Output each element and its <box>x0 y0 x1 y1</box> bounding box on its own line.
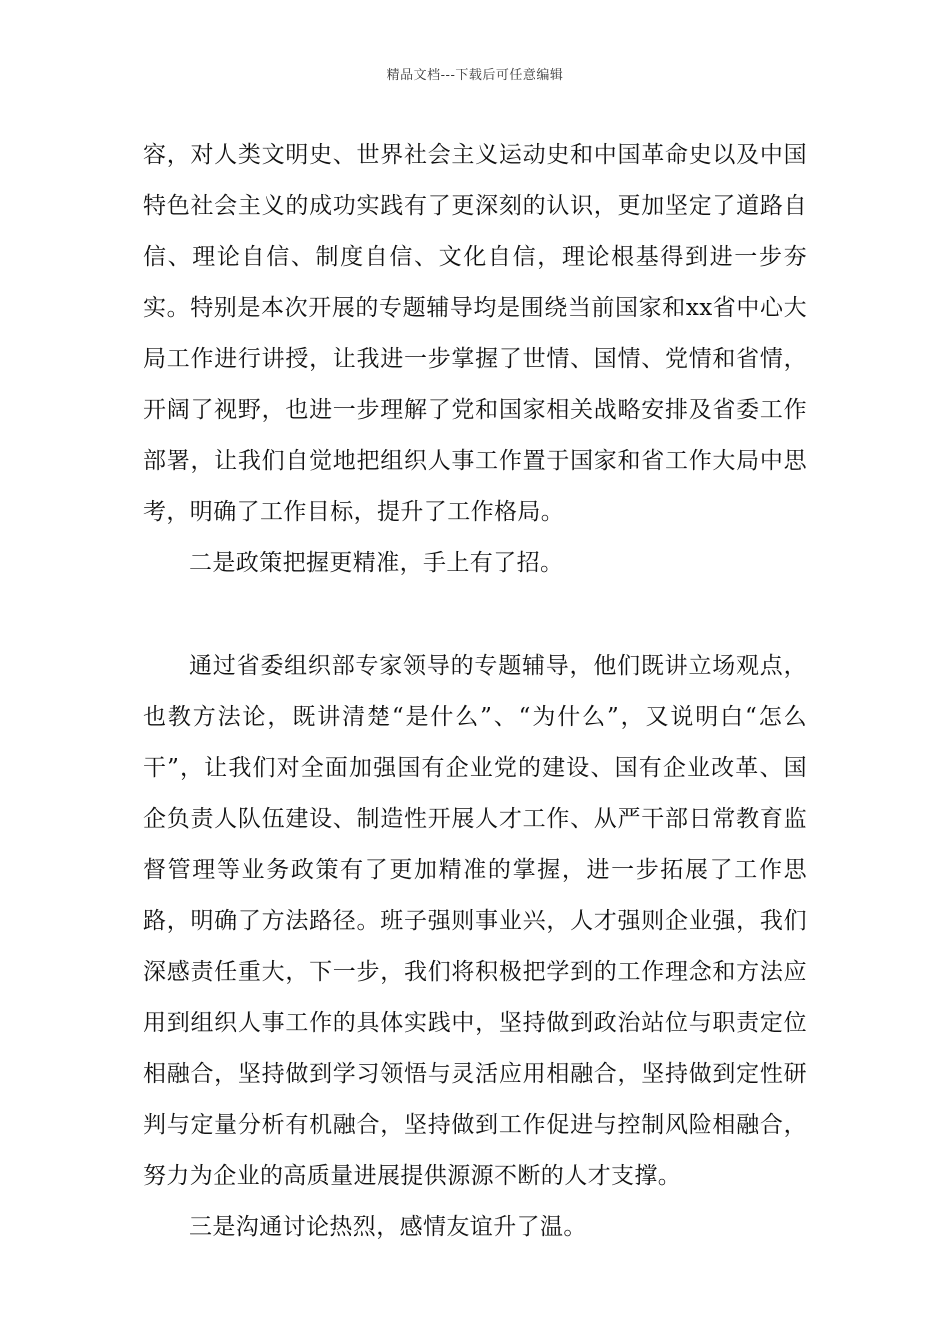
section-heading-two: 二是政策把握更精准，手上有了招。 <box>189 550 564 576</box>
section-heading-three: 三是沟通讨论热烈，感情友谊升了温。 <box>189 1214 587 1240</box>
document-body <box>143 130 807 1253</box>
paragraph-continuation: 容，对人类文明史、世界社会主义运动史和中国革命史以及中国特色社会主义的成功实践有了更深刻的认识，更加坚定了道路自信、理论自信、制度自信、文化自信，理论根基得到进一步夯实。特别是本次开展的专题辅导均是围绕当前国家和xx省中心大局工作进行讲授，让我进一步掌握了世情、国情、党情和省情，开阔了视野，也进一步理解了党和国家相关战略安排及省委工作部署，让我们自觉地把组织人事工作置于国家和省工作大局中思考，明确了工作目标，提升了工作格局。 <box>143 142 807 525</box>
paragraph-policy: 通过省委组织部专家领导的专题辅导，他们既讲立场观点，也教方法论，既讲清楚“是什么”、“为什么”，又说明白“怎么干”，让我们对全面加强国有企业党的建设、国有企业改革、国企负责人队伍建设、制造性开展人才工作、从严干部日常教育监督管理等业务政策有了更加精准的掌握，进一步拓展了工作思路，明确了方法路径。班子强则事业兴，人才强则企业强，我们深感责任重大，下一步，我们将积极把学到的工作理念和方法应用到组织人事工作的具体实践中，坚持做到政治站位与职责定位相融合，坚持做到学习领悟与灵活应用相融合，坚持做到定性研判与定量分析有机融合，坚持做到工作促进与控制风险相融合，努力为企业的高质量进展提供源源不断的人才支撑。 <box>143 653 807 1189</box>
paragraph-gap <box>143 589 807 641</box>
page-header: 精品文档---下载后可任意编辑 <box>386 68 564 83</box>
